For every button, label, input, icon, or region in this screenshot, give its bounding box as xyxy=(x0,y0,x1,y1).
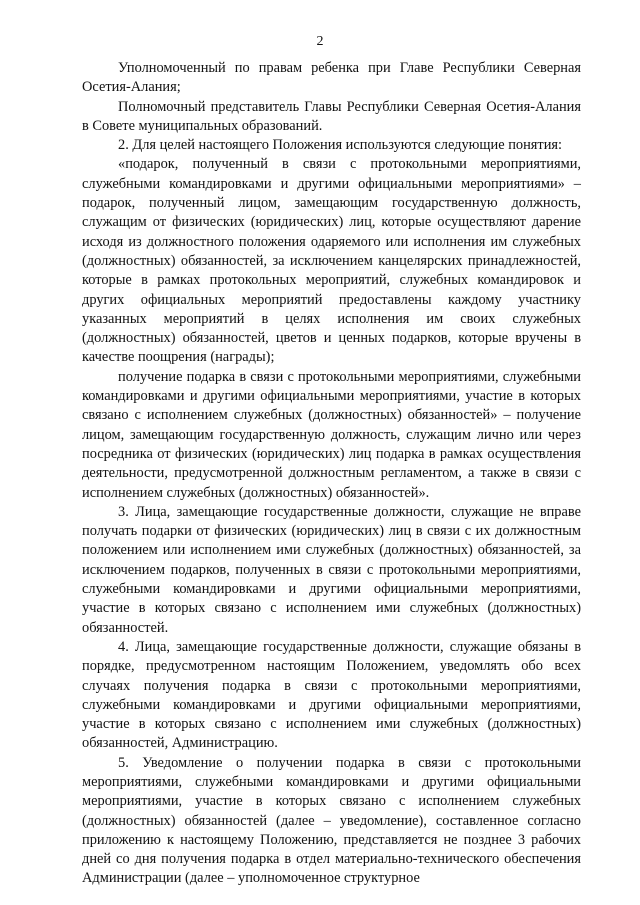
paragraph-ombudsman: Уполномоченный по правам ребенка при Главе Республики Северная Осетия-Алания; xyxy=(82,60,581,96)
page-number: 2 xyxy=(316,34,324,49)
paragraph-2-definitions: 2. Для целей настоящего Положения используются следующие понятия: xyxy=(118,137,563,154)
paragraph-5-notification-procedure: 5. Уведомление о получении подарка в связи с протокольными мероприятиями, служебными командировками и другими официальными мероприятиями, участие в которых связано с исполнением служебных (должностных) обязанностей (далее – уведомление), составленное согласно приложению к настоящему Положению, представляется не позднее 3 рабочих дней со дня получения подарка в отдел материально-технического обеспечения Администрации (далее – уполномоченное структурное xyxy=(82,754,581,887)
paragraph-gift-definition: «подарок, полученный в связи с протокольными мероприятиями, служебными командировками и другими официальными мероприятиями» – подарок, полученный лицом, замещающим государственную должность, служащим от физических (юридических) лиц, которые осуществляют дарение исходя из должностного положения одаряемого или исполнения им служебных (должностных) обязанностей, за исключением канцелярских принадлежностей, которые в рамках протокольных мероприятий, служебных командировок и других официальных мероприятий предоставлены каждому участнику указанных мероприятий в целях исполнения им своих служебных (должностных) обязанностей, цветов и ценных подарков, которые вручены в качестве поощрения (награды); xyxy=(82,156,581,366)
paragraph-receipt-definition: получение подарка в связи с протокольными мероприятиями, служебными командировками и другими официальными мероприятиями, участие в которых связано с исполнением служебных (должностных) обязанностей» – получение лицом, замещающим государственную должность, служащим лично или через посредника от физических (юридических) лиц подарка в рамках осуществления деятельности, предусмотренной должностным регламентом, а также в связи с исполнением служебных (должностных) обязанностей». xyxy=(82,368,581,501)
paragraph-plenipotentiary: Полномочный представитель Главы Республики Северная Осетия-Алания в Совете муниципальных образований. xyxy=(82,98,581,134)
paragraph-4-notification-duty: 4. Лица, замещающие государственные должности, служащие обязаны в порядке, предусмотренном настоящим Положением, уведомлять обо всех случаях получения подарка в связи с протокольными мероприятиями, служебными командировками и другими официальными мероприятиями, участие в которых связано с исполнением ими служебных (должностных) обязанностей, Администрацию. xyxy=(82,638,581,752)
document-body xyxy=(82,59,581,889)
paragraph-3-prohibition: 3. Лица, замещающие государственные должности, служащие не вправе получать подарки от физических (юридических) лиц в связи с их должностным положением или исполнением ими служебных (должностных) обязанностей, за исключением подарков, полученных в связи с протокольными мероприятиями, служебными командировками и другими официальными мероприятиями, участие в которых связано с исполнением ими служебных (должностных) обязанностей. xyxy=(82,503,581,636)
